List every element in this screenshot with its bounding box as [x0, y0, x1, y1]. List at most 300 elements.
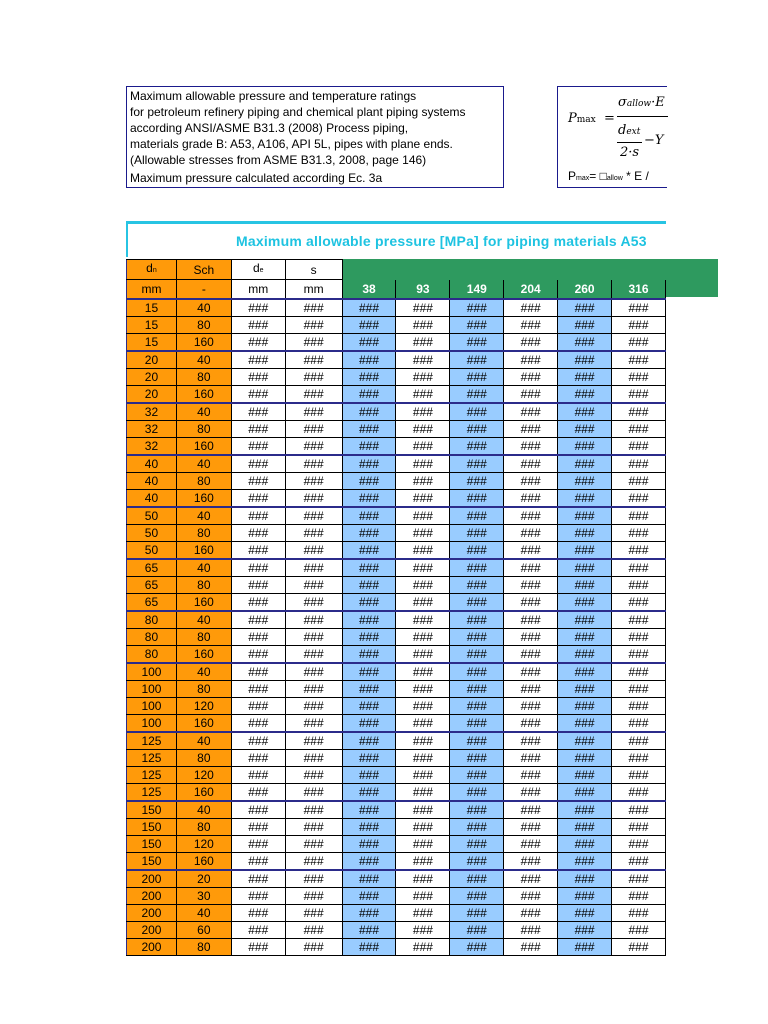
table-row: [127, 888, 666, 905]
cell-pressure: ###: [450, 438, 504, 456]
cell-pressure: ###: [612, 559, 666, 577]
cell-outer-diameter: ###: [231, 299, 285, 317]
cell-schedule: 80: [176, 525, 231, 542]
cell-pressure: ###: [612, 507, 666, 525]
cell-pressure: ###: [558, 836, 612, 853]
cell-nominal-diameter: 100: [127, 698, 177, 715]
cell-pressure: ###: [504, 455, 558, 473]
cell-pressure: ###: [396, 784, 450, 802]
cell-pressure: ###: [396, 663, 450, 681]
cell-pressure: ###: [612, 317, 666, 334]
cell-pressure: ###: [450, 888, 504, 905]
cell-pressure: ###: [558, 317, 612, 334]
temp-header: 38: [342, 280, 396, 300]
cell-pressure: ###: [558, 905, 612, 922]
unit-de: mm: [231, 280, 285, 300]
table-row: [127, 750, 666, 767]
cell-pressure: ###: [450, 611, 504, 629]
cell-pressure: ###: [558, 715, 612, 733]
header-s: s: [285, 260, 342, 280]
cell-pressure: ###: [450, 542, 504, 560]
cell-pressure: ###: [612, 473, 666, 490]
cell-schedule: 80: [176, 577, 231, 594]
cell-pressure: ###: [342, 594, 396, 612]
cell-pressure: ###: [342, 403, 396, 421]
cell-pressure: ###: [450, 801, 504, 819]
cell-pressure: ###: [342, 784, 396, 802]
cell-pressure: ###: [504, 888, 558, 905]
cell-pressure: ###: [396, 611, 450, 629]
table-title: Maximum allowable pressure [MPa] for piping materials A53: [236, 233, 647, 249]
temp-header: 316: [612, 280, 666, 300]
cell-pressure: ###: [342, 663, 396, 681]
unit-dn: mm: [127, 280, 177, 300]
cell-pressure: ###: [450, 922, 504, 939]
cell-nominal-diameter: 32: [127, 438, 177, 456]
cell-nominal-diameter: 65: [127, 577, 177, 594]
table-row: [127, 698, 666, 715]
cell-pressure: ###: [504, 870, 558, 888]
cell-schedule: 80: [176, 939, 231, 956]
table-row: [127, 334, 666, 352]
table-row: [127, 836, 666, 853]
cell-outer-diameter: ###: [231, 836, 285, 853]
formula-den-tail: −Y: [644, 133, 664, 148]
description-line-5: (Allowable stresses from ASME B31.3, 2008, page 146): [130, 153, 427, 167]
cell-pressure: ###: [612, 490, 666, 508]
cell-pressure: ###: [342, 939, 396, 956]
cell-pressure: ###: [504, 698, 558, 715]
cell-schedule: 40: [176, 611, 231, 629]
cell-wall-thickness: ###: [285, 681, 342, 698]
cell-schedule: 40: [176, 663, 231, 681]
cell-wall-thickness: ###: [285, 767, 342, 784]
cell-schedule: 40: [176, 351, 231, 369]
table-row: [127, 646, 666, 664]
cell-pressure: ###: [396, 646, 450, 664]
cell-pressure: ###: [396, 870, 450, 888]
cell-pressure: ###: [396, 351, 450, 369]
cell-schedule: 160: [176, 715, 231, 733]
cell-nominal-diameter: 65: [127, 559, 177, 577]
cell-pressure: ###: [612, 888, 666, 905]
cell-wall-thickness: ###: [285, 698, 342, 715]
cell-pressure: ###: [558, 801, 612, 819]
table-row: [127, 922, 666, 939]
cell-pressure: ###: [396, 853, 450, 871]
cell-outer-diameter: ###: [231, 715, 285, 733]
cell-outer-diameter: ###: [231, 905, 285, 922]
cell-schedule: 40: [176, 559, 231, 577]
cell-nominal-diameter: 150: [127, 836, 177, 853]
cell-wall-thickness: ###: [285, 490, 342, 508]
cell-pressure: ###: [342, 646, 396, 664]
cell-pressure: ###: [504, 438, 558, 456]
cell-schedule: 160: [176, 853, 231, 871]
cell-wall-thickness: ###: [285, 784, 342, 802]
cell-outer-diameter: ###: [231, 525, 285, 542]
cell-pressure: ###: [504, 939, 558, 956]
cell-pressure: ###: [504, 351, 558, 369]
cell-pressure: ###: [342, 681, 396, 698]
cell-pressure: ###: [558, 334, 612, 352]
cell-pressure: ###: [612, 905, 666, 922]
cell-nominal-diameter: 100: [127, 715, 177, 733]
table-row: [127, 853, 666, 871]
description-line-2: for petroleum refinery piping and chemical plant piping systems: [130, 105, 466, 119]
cell-pressure: ###: [504, 507, 558, 525]
pressure-table: [126, 259, 666, 954]
cell-schedule: 80: [176, 819, 231, 836]
cell-wall-thickness: ###: [285, 750, 342, 767]
cell-nominal-diameter: 100: [127, 681, 177, 698]
cell-pressure: ###: [612, 732, 666, 750]
cell-pressure: ###: [450, 836, 504, 853]
cell-pressure: ###: [396, 542, 450, 560]
cell-schedule: 80: [176, 369, 231, 386]
cell-pressure: ###: [612, 369, 666, 386]
cell-pressure: ###: [450, 317, 504, 334]
cell-pressure: ###: [396, 750, 450, 767]
calculation-note: Maximum pressure calculated according Ec. 3a: [130, 171, 383, 185]
cell-pressure: ###: [396, 473, 450, 490]
description-line-3: according ANSI/ASME B31.3 (2008) Process piping,: [130, 121, 409, 135]
temp-header: 149: [450, 280, 504, 300]
cell-pressure: ###: [558, 421, 612, 438]
cell-pressure: ###: [558, 577, 612, 594]
cell-pressure: ###: [612, 819, 666, 836]
cell-pressure: ###: [450, 334, 504, 352]
cell-outer-diameter: ###: [231, 317, 285, 334]
cell-nominal-diameter: 80: [127, 629, 177, 646]
cell-pressure: ###: [612, 438, 666, 456]
cell-pressure: ###: [450, 715, 504, 733]
cell-wall-thickness: ###: [285, 507, 342, 525]
cell-pressure: ###: [558, 386, 612, 404]
cell-pressure: ###: [612, 542, 666, 560]
cell-pressure: ###: [612, 455, 666, 473]
cell-pressure: ###: [504, 853, 558, 871]
cell-pressure: ###: [558, 525, 612, 542]
cell-outer-diameter: ###: [231, 438, 285, 456]
cell-outer-diameter: ###: [231, 507, 285, 525]
cell-schedule: 80: [176, 473, 231, 490]
cell-nominal-diameter: 40: [127, 455, 177, 473]
cell-outer-diameter: ###: [231, 455, 285, 473]
cell-pressure: ###: [612, 421, 666, 438]
cell-nominal-diameter: 20: [127, 351, 177, 369]
cell-wall-thickness: ###: [285, 732, 342, 750]
cell-wall-thickness: ###: [285, 611, 342, 629]
cell-pressure: ###: [558, 732, 612, 750]
cell-pressure: ###: [504, 836, 558, 853]
cell-pressure: ###: [612, 715, 666, 733]
cell-nominal-diameter: 15: [127, 334, 177, 352]
cell-pressure: ###: [342, 922, 396, 939]
cell-wall-thickness: ###: [285, 351, 342, 369]
cell-wall-thickness: ###: [285, 438, 342, 456]
cell-pressure: ###: [396, 455, 450, 473]
cell-pressure: ###: [504, 646, 558, 664]
cell-pressure: ###: [450, 732, 504, 750]
cell-pressure: ###: [342, 421, 396, 438]
cell-outer-diameter: ###: [231, 853, 285, 871]
cell-outer-diameter: ###: [231, 888, 285, 905]
cell-nominal-diameter: 20: [127, 386, 177, 404]
cell-nominal-diameter: 80: [127, 611, 177, 629]
temp-header: 204: [504, 280, 558, 300]
table-row: [127, 784, 666, 802]
cell-wall-thickness: ###: [285, 577, 342, 594]
table-row: [127, 577, 666, 594]
unit-s: mm: [285, 280, 342, 300]
table-row: [127, 629, 666, 646]
cell-schedule: 80: [176, 421, 231, 438]
cell-pressure: ###: [558, 351, 612, 369]
cell-pressure: ###: [612, 784, 666, 802]
cell-pressure: ###: [504, 473, 558, 490]
cell-outer-diameter: ###: [231, 594, 285, 612]
table-row: [127, 681, 666, 698]
cell-nominal-diameter: 50: [127, 507, 177, 525]
formula-numerator: σallow·E: [618, 95, 665, 110]
cell-schedule: 160: [176, 490, 231, 508]
cell-nominal-diameter: 200: [127, 905, 177, 922]
cell-pressure: ###: [396, 525, 450, 542]
cell-schedule: 20: [176, 870, 231, 888]
cell-pressure: ###: [342, 870, 396, 888]
cell-pressure: ###: [450, 870, 504, 888]
cell-pressure: ###: [396, 905, 450, 922]
cell-outer-diameter: ###: [231, 750, 285, 767]
cell-pressure: ###: [504, 421, 558, 438]
cell-nominal-diameter: 65: [127, 594, 177, 612]
cell-pressure: ###: [342, 299, 396, 317]
cell-nominal-diameter: 32: [127, 403, 177, 421]
cell-pressure: ###: [558, 663, 612, 681]
description-line-1: Maximum allowable pressure and temperature ratings: [130, 89, 417, 103]
cell-pressure: ###: [396, 922, 450, 939]
table-row: [127, 905, 666, 922]
cell-pressure: ###: [450, 369, 504, 386]
cell-schedule: 160: [176, 438, 231, 456]
table-row: [127, 663, 666, 681]
cell-pressure: ###: [396, 698, 450, 715]
cell-pressure: ###: [396, 369, 450, 386]
cell-pressure: ###: [342, 473, 396, 490]
cell-pressure: ###: [450, 577, 504, 594]
cell-schedule: 40: [176, 455, 231, 473]
cell-pressure: ###: [504, 577, 558, 594]
cell-pressure: ###: [504, 905, 558, 922]
cell-nominal-diameter: 15: [127, 317, 177, 334]
cell-pressure: ###: [342, 334, 396, 352]
cell-pressure: ###: [558, 870, 612, 888]
cell-pressure: ###: [504, 594, 558, 612]
cell-pressure: ###: [342, 611, 396, 629]
cell-nominal-diameter: 20: [127, 369, 177, 386]
cell-pressure: ###: [558, 403, 612, 421]
cell-nominal-diameter: 200: [127, 870, 177, 888]
cell-pressure: ###: [450, 525, 504, 542]
table-row: [127, 525, 666, 542]
cell-pressure: ###: [504, 750, 558, 767]
temp-header: 260: [558, 280, 612, 300]
cell-pressure: ###: [612, 646, 666, 664]
table-row: [127, 715, 666, 733]
table-row: [127, 473, 666, 490]
cell-nominal-diameter: 125: [127, 767, 177, 784]
cell-pressure: ###: [612, 629, 666, 646]
table-row: [127, 369, 666, 386]
cell-pressure: ###: [612, 663, 666, 681]
unit-sch: -: [176, 280, 231, 300]
cell-wall-thickness: ###: [285, 559, 342, 577]
cell-pressure: ###: [450, 299, 504, 317]
cell-pressure: ###: [396, 299, 450, 317]
cell-nominal-diameter: 125: [127, 784, 177, 802]
formula-lhs: Pmax: [568, 111, 596, 126]
cell-pressure: ###: [342, 732, 396, 750]
cell-wall-thickness: ###: [285, 317, 342, 334]
table-row: [127, 559, 666, 577]
cell-nominal-diameter: 40: [127, 473, 177, 490]
cell-schedule: 160: [176, 646, 231, 664]
cell-schedule: 40: [176, 507, 231, 525]
cell-wall-thickness: ###: [285, 715, 342, 733]
cell-schedule: 160: [176, 334, 231, 352]
table-row: [127, 507, 666, 525]
cell-wall-thickness: ###: [285, 421, 342, 438]
cell-pressure: ###: [612, 767, 666, 784]
cell-pressure: ###: [612, 698, 666, 715]
table-row: [127, 317, 666, 334]
cell-pressure: ###: [396, 577, 450, 594]
cell-pressure: ###: [558, 438, 612, 456]
cell-nominal-diameter: 150: [127, 853, 177, 871]
cell-outer-diameter: ###: [231, 490, 285, 508]
cell-pressure: ###: [396, 421, 450, 438]
cell-pressure: ###: [450, 507, 504, 525]
table-row: [127, 611, 666, 629]
cell-pressure: ###: [396, 438, 450, 456]
cell-wall-thickness: ###: [285, 905, 342, 922]
table-row: [127, 438, 666, 456]
cell-pressure: ###: [396, 403, 450, 421]
cell-pressure: ###: [558, 939, 612, 956]
cell-pressure: ###: [396, 819, 450, 836]
cell-pressure: ###: [450, 853, 504, 871]
cell-pressure: ###: [396, 681, 450, 698]
table-row: [127, 299, 666, 317]
cell-schedule: 40: [176, 732, 231, 750]
cell-pressure: ###: [612, 386, 666, 404]
cell-outer-diameter: ###: [231, 801, 285, 819]
cell-pressure: ###: [504, 715, 558, 733]
cell-pressure: ###: [342, 525, 396, 542]
header-row-units: [127, 280, 666, 300]
cell-schedule: 80: [176, 750, 231, 767]
cell-pressure: ###: [612, 299, 666, 317]
cell-pressure: ###: [450, 698, 504, 715]
table-row: [127, 801, 666, 819]
cell-pressure: ###: [612, 334, 666, 352]
cell-wall-thickness: ###: [285, 801, 342, 819]
cell-pressure: ###: [396, 317, 450, 334]
table-row: [127, 421, 666, 438]
cell-pressure: ###: [504, 922, 558, 939]
cell-pressure: ###: [558, 784, 612, 802]
cell-pressure: ###: [342, 905, 396, 922]
cell-pressure: ###: [504, 629, 558, 646]
cell-pressure: ###: [342, 629, 396, 646]
description-line-4: materials grade B: A53, A106, API 5L, pipes with plane ends.: [130, 137, 453, 151]
cell-pressure: ###: [450, 386, 504, 404]
cell-outer-diameter: ###: [231, 646, 285, 664]
table-row: [127, 939, 666, 956]
cell-pressure: ###: [396, 767, 450, 784]
cell-outer-diameter: ###: [231, 681, 285, 698]
cell-schedule: 40: [176, 403, 231, 421]
cell-pressure: ###: [504, 299, 558, 317]
cell-schedule: 80: [176, 317, 231, 334]
cell-pressure: ###: [504, 317, 558, 334]
cell-schedule: 120: [176, 836, 231, 853]
cell-outer-diameter: ###: [231, 870, 285, 888]
cell-pressure: ###: [558, 490, 612, 508]
cell-schedule: 40: [176, 299, 231, 317]
cell-pressure: ###: [450, 490, 504, 508]
cell-pressure: ###: [612, 351, 666, 369]
cell-pressure: ###: [612, 403, 666, 421]
cell-pressure: ###: [612, 801, 666, 819]
cell-wall-thickness: ###: [285, 299, 342, 317]
cell-pressure: ###: [342, 490, 396, 508]
cell-outer-diameter: ###: [231, 767, 285, 784]
cell-pressure: ###: [450, 421, 504, 438]
cell-pressure: ###: [504, 663, 558, 681]
header-de: de: [231, 260, 285, 280]
cell-outer-diameter: ###: [231, 334, 285, 352]
cell-pressure: ###: [396, 629, 450, 646]
cell-schedule: 30: [176, 888, 231, 905]
cell-schedule: 80: [176, 629, 231, 646]
cell-pressure: ###: [450, 455, 504, 473]
cell-pressure: ###: [612, 870, 666, 888]
cell-nominal-diameter: 32: [127, 421, 177, 438]
cell-outer-diameter: ###: [231, 577, 285, 594]
cell-outer-diameter: ###: [231, 386, 285, 404]
cell-pressure: ###: [342, 369, 396, 386]
cell-pressure: ###: [612, 681, 666, 698]
cell-pressure: ###: [612, 750, 666, 767]
cell-pressure: ###: [450, 939, 504, 956]
cell-pressure: ###: [612, 525, 666, 542]
cell-nominal-diameter: 200: [127, 922, 177, 939]
cell-pressure: ###: [612, 577, 666, 594]
cell-pressure: ###: [396, 939, 450, 956]
cell-pressure: ###: [342, 507, 396, 525]
cell-pressure: ###: [342, 351, 396, 369]
cell-pressure: ###: [558, 594, 612, 612]
formula-text: Pmax= □allow * E /: [568, 169, 649, 183]
cell-pressure: ###: [504, 819, 558, 836]
cell-pressure: ###: [558, 646, 612, 664]
cell-pressure: ###: [396, 507, 450, 525]
cell-pressure: ###: [504, 801, 558, 819]
cell-nominal-diameter: 200: [127, 888, 177, 905]
cell-pressure: ###: [504, 681, 558, 698]
